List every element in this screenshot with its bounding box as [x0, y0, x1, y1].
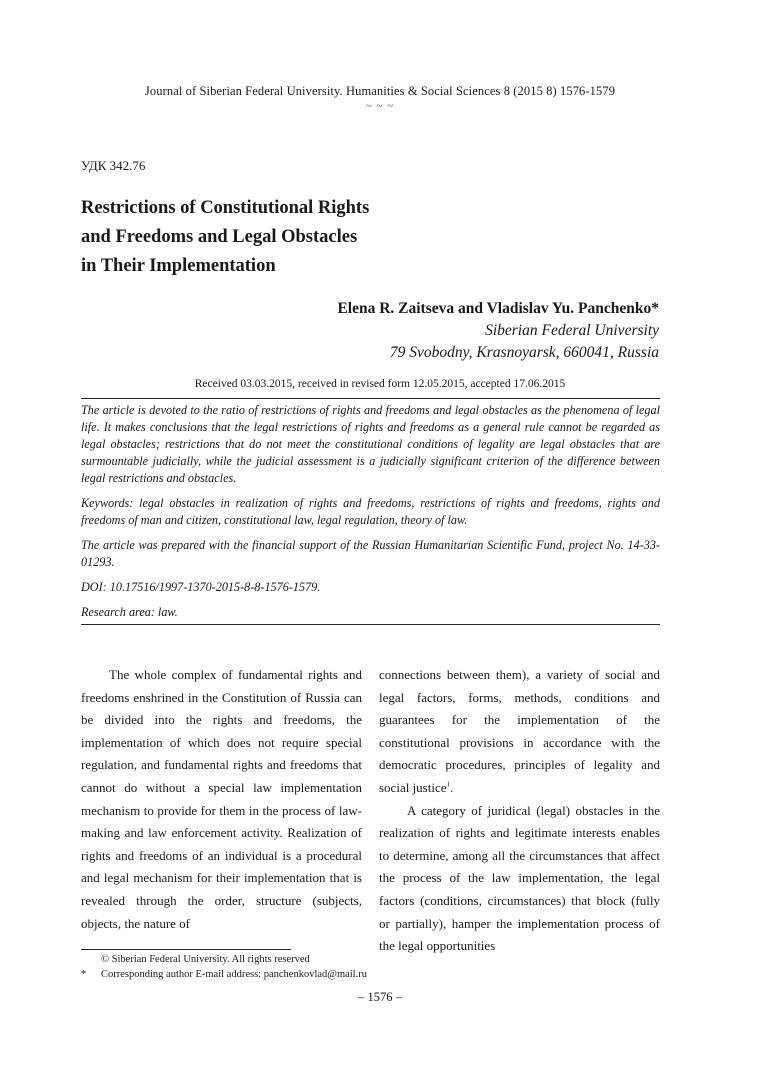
keywords: Keywords: legal obstacles in realization of rights and freedoms, restrictions of rights and freedoms, rights and freedoms of man and citizen, constitutional law, legal regulation, theory of law. [81, 496, 660, 527]
footnote-mark: * [81, 969, 87, 980]
author-block [337, 298, 659, 364]
right-column [379, 664, 660, 958]
footnote-rule [81, 949, 291, 950]
body-columns [81, 664, 660, 958]
footnote-text: © Siberian Federal University. All rights reserved [101, 954, 310, 965]
abstract-bottom-rule [81, 624, 660, 625]
author-address: 79 Svobodny, Krasnoyarsk, 660041, Russia [389, 344, 659, 361]
abstract-top-rule [81, 398, 660, 399]
body-paragraph: The whole complex of fundamental rights and freedoms enshrined in the Constitution of Russia can be divided into the rights and freedoms, the implementation of which does not require special regulation, and fundamental rights and freedoms that cannot do without a special law implementation mechanism to provide for them in the process of law-making and law enforcement activity. Realization of rights and freedoms of an individual is a procedural and legal mechanism for their implementation that is revealed through the order, structure (subjects, objects, the nature of [81, 667, 362, 931]
left-column [81, 664, 362, 958]
research-area: Research area: law. [81, 605, 178, 619]
udk-code: УДК 342.76 [81, 158, 146, 173]
received-dates: Received 03.03.2015, received in revised form 12.05.2015, accepted 17.06.2015 [194, 378, 566, 390]
abstract-text: The article is devoted to the ratio of restrictions of rights and freedoms and legal obstacles as the phenomena of legal life. It makes conclusions that the legal restrictions of rights and freedoms as a general rule cannot be regarded as legal obstacles; restrictions that do not meet the constitutional conditions of legality are legal obstacles that are surmountable judicially, while the judicial assessment is a judicially significant criterion of the difference between legal restrictions and obstacles. [81, 403, 660, 485]
title-line: in Their Implementation [81, 256, 276, 276]
article-title [81, 194, 501, 281]
title-line: Restrictions of Constitutional Rights [81, 198, 370, 218]
body-paragraph: A category of juridical (legal) obstacles in the realization of rights and legitimate interests enables to determine, among all the circumstances that affect the process of the law implementation, the legal factors (conditions, circumstances) that block (fully or partially), hamper the implementation process of the legal opportunities [379, 802, 660, 954]
footnote-copyright [81, 952, 660, 967]
author-names: Elena R. Zaitseva and Vladislav Yu. Panchenko* [337, 300, 659, 317]
abstract-block [81, 402, 660, 629]
footnote-corresponding [81, 967, 660, 982]
page-number: – 1576 – [358, 990, 402, 1004]
body-paragraph-continued [379, 664, 660, 800]
author-affiliation: Siberian Federal University [485, 322, 659, 339]
body-text-end: . [450, 779, 454, 795]
journal-header: Journal of Siberian Federal University. Humanities & Social Sciences 8 (2015 8) 1576-1579 [144, 84, 616, 98]
body-text: connections between them), a variety of social and legal factors, forms, methods, conditions and guarantees for the implementation of the constitutional provisions in accordance with the democratic procedures, principles of legality and social justice [379, 667, 660, 795]
header-ornament: ~ ~ ~ [365, 100, 395, 112]
title-line: and Freedoms and Legal Obstacles [81, 227, 358, 247]
doi: DOI: 10.17516/1997-1370-2015-8-8-1576-1579. [81, 580, 321, 594]
footnote-text: Corresponding author E-mail address: panchenkovlad@mail.ru [101, 969, 367, 980]
footnotes [81, 952, 660, 982]
funding-note: The article was prepared with the financial support of the Russian Humanitarian Scientific Fund, project No. 14-33-01293. [81, 538, 660, 569]
footnote-reference[interactable]: 1 [446, 780, 451, 789]
